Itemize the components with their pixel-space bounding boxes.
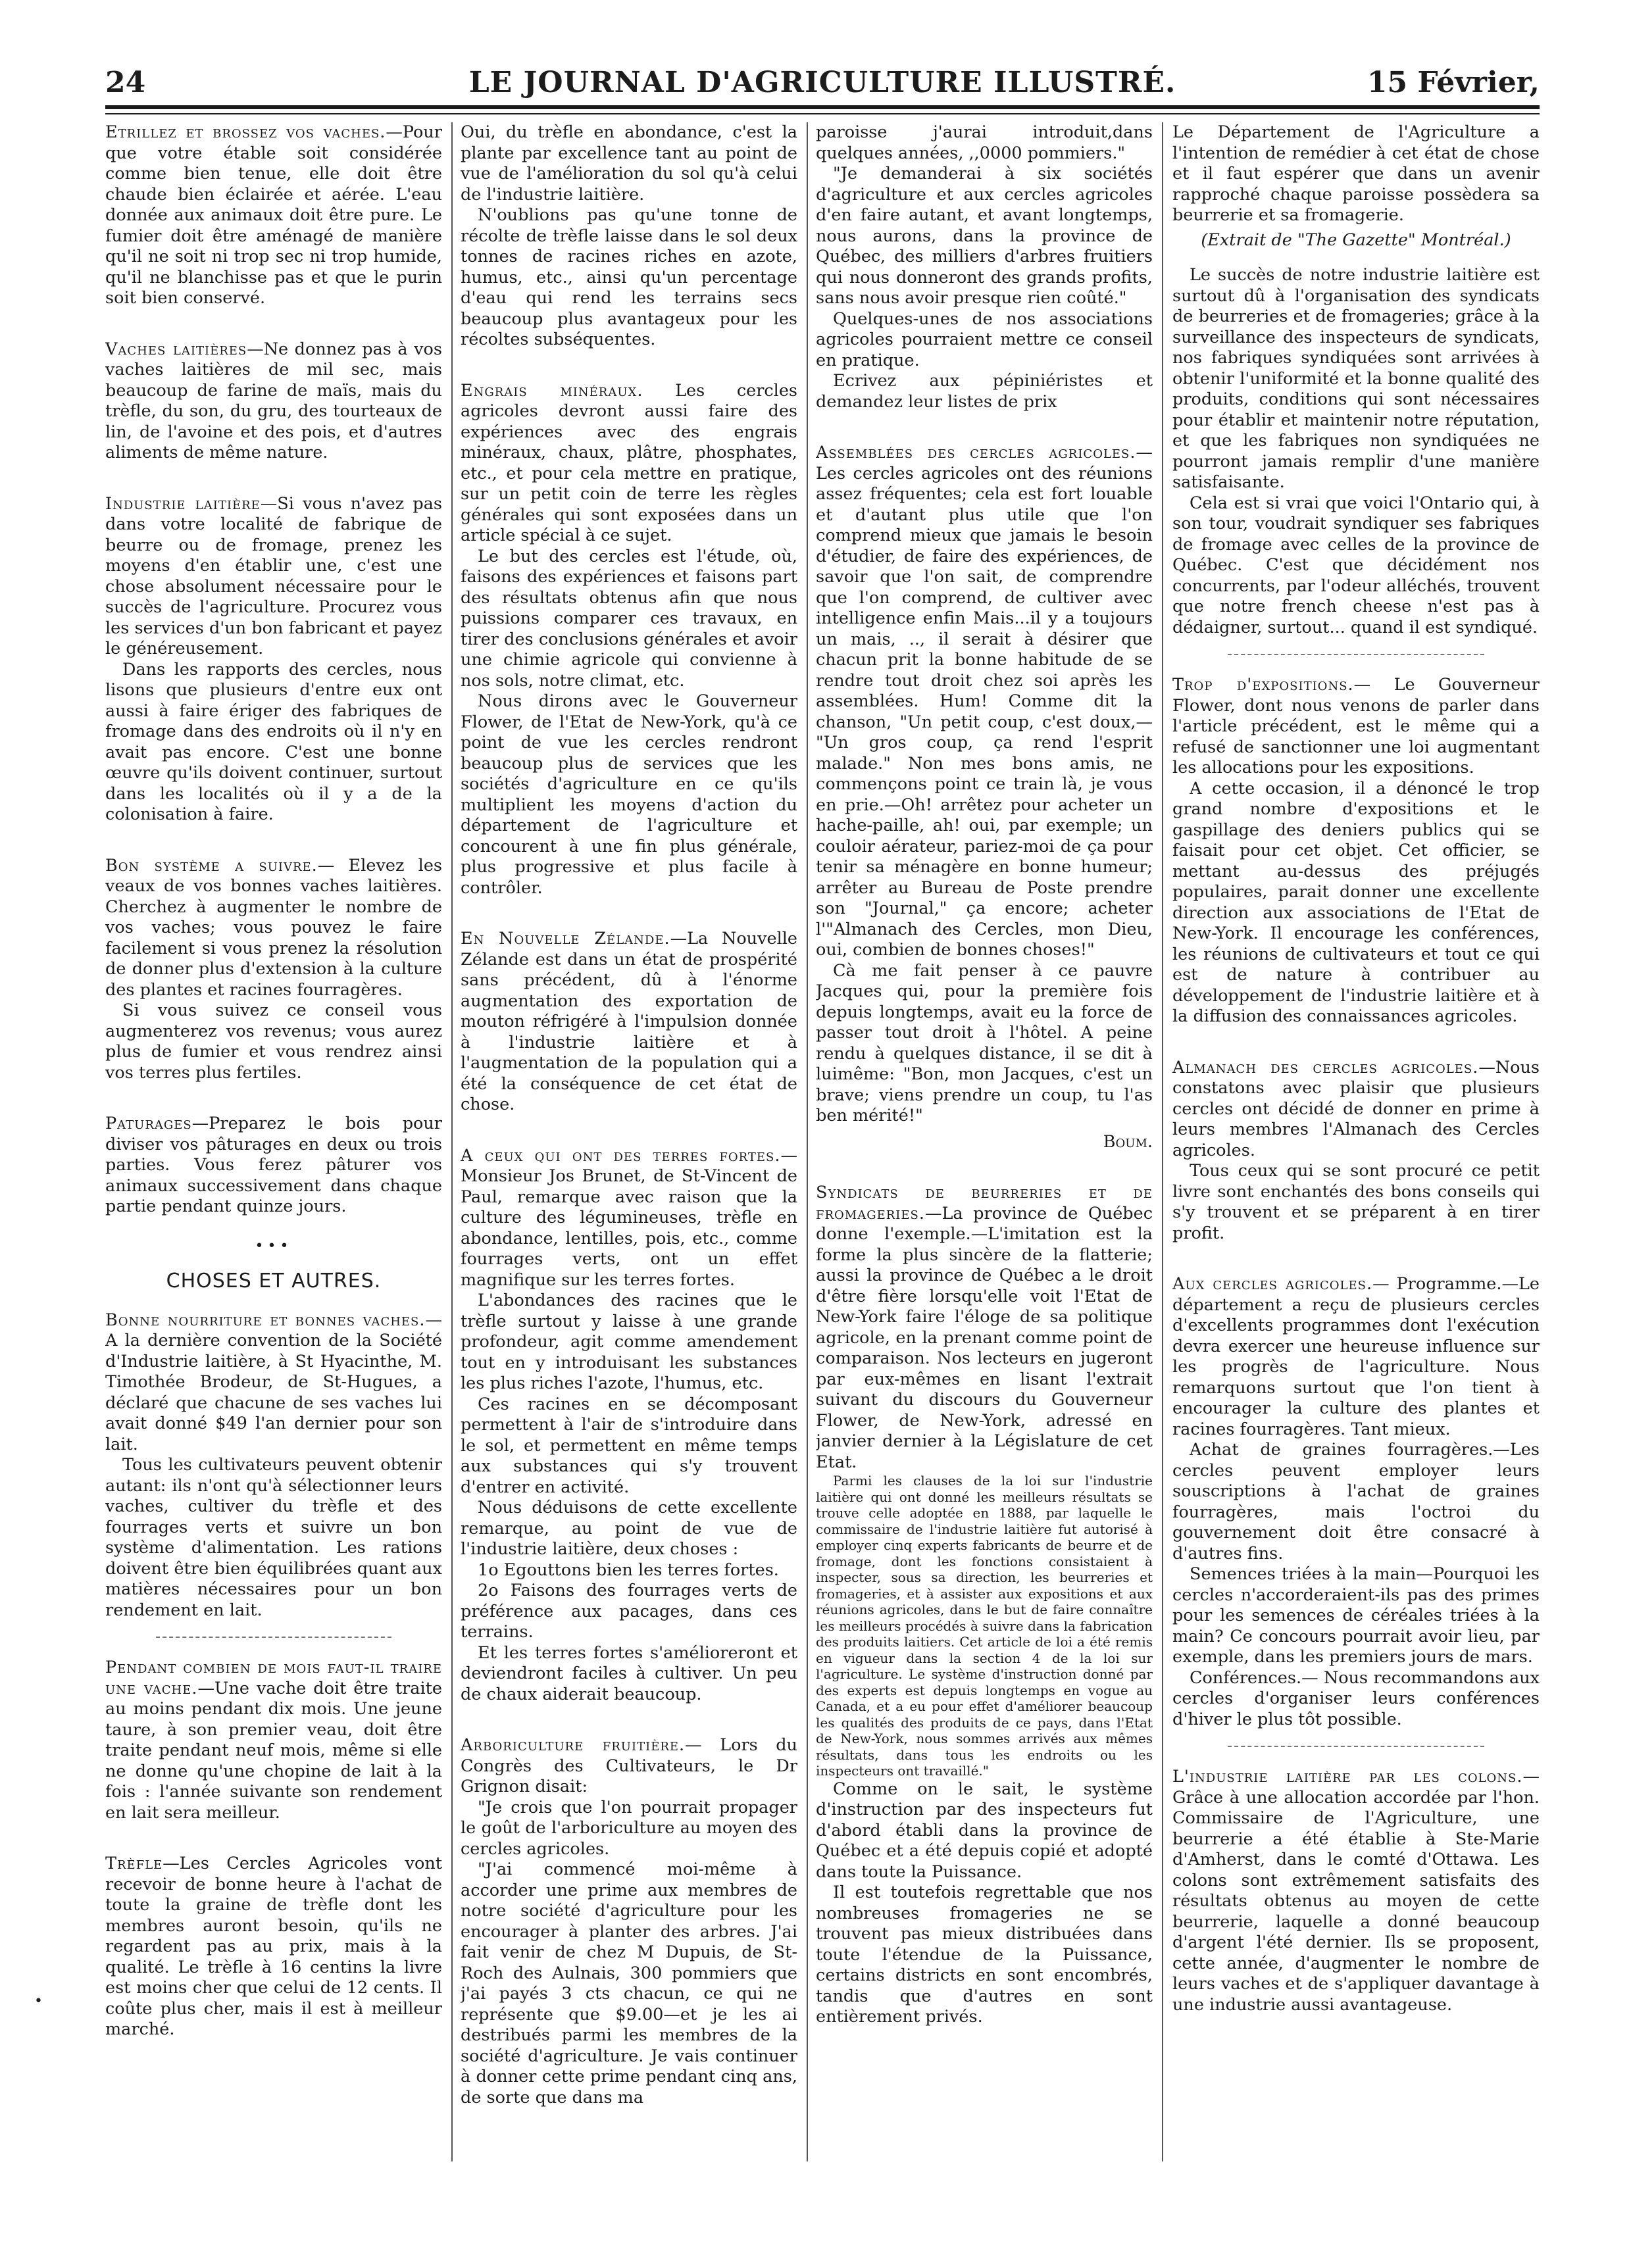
article-terres-fortes [461, 1146, 797, 1706]
article-paragraph: Nous dirons avec le Gouverneur Flower, de l'Etat de New-York, qu'à ce point de vue les cercles rendront beaucoup plus de services que les sociétés d'agriculture en ce qu'ils multiplient les moyens d'action du département de l'agriculture et concourent à une fin plus générale, plus progressive et plus facile à contrôler. [461, 691, 797, 898]
article-body: — Programme.—Le département a reçu de plusieurs cercles d'excellents programmes dont l'exécution devra exercer une heureuse influence sur les progrès de l'agriculture. Nous remarquons surtout que l'on tient à encourager la culture des plantes et racines fourragères. Tant mieux. [1172, 1274, 1540, 1439]
article-etrillez [105, 122, 442, 309]
article-trefle [105, 1854, 442, 2040]
article-paragraph: Nous déduisons de cette excellente remarque, au point de vue de l'industrie laitière, deux choses : [461, 1498, 797, 1559]
article-heading: En Nouvelle Zélande. [461, 929, 670, 949]
masthead [105, 62, 1540, 104]
article-heading: Paturages [105, 1114, 192, 1133]
article-paragraph: Cela est si vrai que voici l'Ontario qui, à son tour, voudrait syndiquer ses fabriques de fromage avec celles de la province de Québec. C'est que décidément nos concurrents, par l'odeur alléchés, trouvent que notre french cheese n'est pas à dédaigner, surtout... quand il est syndiqué. [1172, 493, 1540, 637]
article-heading: A ceux qui ont des terres fortes. [461, 1145, 781, 1166]
article-body: —Une vache doit être traite au moins pendant dix mois. Une jeune taure, à son premier veau, doit être traite pendant neuf mois, même si elle ne donne qu'une chopine de lait à la fois : l'année suivante son rendement en lait sera meilleur. [105, 1678, 442, 1823]
article-body: — Elevez les veaux de vos bonnes vaches laitières. Cherchez à augmenter le nombre de vos vaches; vous pouvez le faire facilement si vous prenez la résolution de donner plus d'extension à la culture des plantes et racines fourragères. [105, 855, 442, 1000]
article-body: —Pour que votre étable soit considérée comme bien tenue, elle doit être chaude bien éclairée et aérée. L'eau donnée aux animaux doit être pure. Le fumier doit être aménagé de manière qu'il ne soit ni trop sec ni trop humide, qu'il ne blanchisse pas et que le purin soit bien conservé. [105, 122, 442, 308]
article-paragraph: Ecrivez aux pépiniéristes et demandez leur listes de prix [816, 371, 1153, 412]
article-body: —La province de Québec donne l'exemple.—L'imitation est la forme la plus sincère de la flatterie; aussi la province de Québec a le droit d'être fière lorsqu'elle voit l'Etat de New-York faire l'éloge de sa politique agricole, en la prenant comme point de comparaison. Nos lecteurs en jugeront par eux-mêmes en lisant l'extrait suivant du discours du Gouverneur Flower, de New-York, adressé en janvier dernier à la Législature de cet Etat. [816, 1203, 1153, 1472]
article-paragraph: Quelques-unes de nos associations agricoles pourraient mettre ce conseil en pratique. [816, 308, 1153, 370]
article-engrais-mineraux [461, 381, 797, 899]
section-break [1228, 1746, 1485, 1747]
article-paragraph: Le succès de notre industrie laitière est surtout dû à l'organisation des syndicats de beurreries et de fromageries; grâce à la surveillance des inspecteurs de syndicats, nos fabriques syndiquées sont arrivées à obtenir l'uniformité et la bonne qualité des produits, conditions qui sont nécessaires pour établir et maintenir notre réputation, et que les fabriques non syndiquées ne pourront jamais remplir d'une manière satisfaisante. [1172, 265, 1540, 492]
ornament: ••• [255, 1237, 293, 1254]
article-heading: Aux cercles agricoles. [1172, 1274, 1373, 1294]
column-divider [1162, 122, 1163, 2161]
article-heading: Engrais minéraux. [461, 380, 643, 401]
journal-title: LE JOURNAL D'AGRICULTURE ILLUSTRÉ. [468, 66, 1176, 99]
header-rule-thin [105, 113, 1540, 114]
article-signature: Boum. [1103, 1131, 1153, 1152]
article-paragraph: "Je crois que l'on pourrait propager le goût de l'arboriculture au moyen des cercles agricoles. [461, 1797, 797, 1859]
article-paragraph: Ces racines en se décomposant permettent à l'air de s'introduire dans le sol, et permettent en même temps aux substances qui s'y trouvent d'entrer en activité. [461, 1394, 797, 1497]
article-paragraph: Semences triées à la main—Pourquoi les cercles n'accorderaient-ils pas des primes pour les semences de céréales triées à la main? Ce concours pourrait avoir lieu, par exemple, dans les premiers jours de mars. [1172, 1564, 1540, 1667]
article-pendant-combien [105, 1658, 442, 1823]
article-assemblees [816, 443, 1153, 1152]
article-body: —Nous constatons avec plaisir que plusieurs cercles ont décidé de donner en prime à leurs membres l'Almanach des Cercles agricoles. [1172, 1057, 1540, 1160]
article-heading: Trop d'expositions. [1172, 675, 1354, 695]
article-industrie-colons [1172, 1767, 1540, 2015]
article-heading: Industrie laitière [105, 493, 261, 514]
column-2 [461, 122, 797, 2161]
article-paragraph: Le but des cercles est l'étude, où, faisons des expériences et faisons part des résultats obtenus afin que nous puissions comparer ces travaux, en tirer des conclusions générales et avoir une chimie agricole qui convienne à nos sols, notre climat, etc. [461, 546, 797, 691]
article-body: —Les cercles agricoles ont des réunions assez fréquentes; cela est fort louable et d'autant plus utile que l'on comprend mieux que jamais le besoin d'étudier, de faire des expériences, de savoir que l'on sait, de comprendre que l'on comprend, de cultiver avec intelligence enfin Mais...il y a toujours un mais, .., il serait à désirer que chacun prit la bonne habitude de se rendre tout droit chez soi après les assemblées. Hum! Comme dit la chanson, "Un petit coup, c'est doux,— "Un gros coup, ça rend l'esprit malade." Non mes bons amis, ne commençons point ce train là, je vous en prie.—Oh! arrêtez pour acheter un hache-paille, ah! oui, par exemple; un couloir aérateur, pariez-moi de ça pour tenir sa ménagère en bonne humeur; arrêter au Bureau de Poste prendre son "Journal," ça encore; acheter l'"Almanach des Cercles, mon Dieu, oui, combien de bonnes choses!" [816, 443, 1153, 960]
article-heading: Vaches laitières [105, 339, 247, 359]
article-paragraph: Tous les cultivateurs peuvent obtenir autant: ils n'ont qu'à sélectionner leurs vaches, cultiver du trèfle et des fourrages verts et suivre un bon système d'alimentation. Les rations doivent être bien équilibrées quant aux matières nécessaires pour un bon rendement en lait. [105, 1455, 442, 1620]
article-paragraph: Conférences.— Nous recommandons aux cercles d'organiser leurs conférences d'hiver le plus tôt possible. [1172, 1667, 1540, 1729]
article-paragraph: Achat de graines fourragères.—Les cercles peuvent employer leurs souscriptions à l'achat de graines fourragères, mais l'octroi du gouvernement doit être consacré à d'autres fins. [1172, 1440, 1540, 1564]
article-body: — Le Gouverneur Flower, dont nous venons de parler dans l'article précédent, est le même qui a refusé de sanctionner une loi augmentant les allocations pour les expositions. [1172, 675, 1540, 777]
article-departement [1172, 122, 1540, 638]
article-heading: Pendant combien de mois faut-il traire une vache. [105, 1658, 442, 1698]
article-body: —Preparez le bois pour diviser vos pâturages en deux ou trois parties. Vous ferez pâturer vos animaux successivement dans chaque partie pendant quinze jours. [105, 1114, 442, 1216]
article-syndicats [816, 1183, 1153, 2028]
article-vaches-laitieres [105, 339, 442, 464]
column-divider [451, 122, 453, 2161]
article-heading: Arboriculture fruitière. [461, 1735, 686, 1755]
article-paragraph: L'abondances des racines que le trèfle surtout y laisse à une grande profondeur, agit comme amendement tout en y introduisant les substances les plus riches l'azote, l'humus, etc. [461, 1291, 797, 1393]
page-number: 24 [105, 66, 146, 99]
article-heading: Trèfle [105, 1854, 163, 1873]
article-body: —Ne donnez pas à vos vaches laitières de mil sec, mais beaucoup de farine de maïs, mais du trèfle, du son, du gru, des tourteaux de lin, de l'avoine et des pois, et d'autres aliments de même nature. [105, 339, 442, 462]
article-heading: Syndicats de beurreries et de fromageries. [816, 1183, 1153, 1223]
article-body: Le Département de l'Agriculture a l'intention de remédier à cet état de chose et il faut espérer que dans un avenir rapproché chaque paroisse possèdera sa beurrerie et sa fromagerie. [1172, 122, 1540, 225]
margin-mark: • [34, 1993, 43, 2009]
article-trop-expositions [1172, 675, 1540, 1027]
article-aux-cercles [1172, 1274, 1540, 1730]
article-quoted-extract: Parmi les clauses de la loi sur l'industrie laitière qui ont donné les meilleurs résultats se trouve celle adoptée en 1888, par laquelle le commissaire de l'industrie laitière fut autorisé à employer cinq experts fabricants de beurre et de fromage, dont les fonctions consistaient à inspecter, sous sa direction, les beurreries et fromageries, et à assister aux expositions et aux réunions agricoles, dans le but de faire connaître les meilleurs procédés à suivre dans la fabrication des produits laitiers. Cet article de loi a été remis en vigueur dans la section 4 de la loi sur l'agriculture. Le système d'instruction donné par des experts est depuis longtemps en vogue au Canada, et a eu pour effet d'améliorer beaucoup les qualités des produits de ce pays, dans l'Etat de New-York, nous sommes arrivés aux mêmes résultats, dans tous les endroits ou les inspecteurs ont travaillé." [816, 1473, 1153, 1779]
article-heading: Assemblées des cercles agricoles. [816, 443, 1136, 462]
article-oui-trefle [461, 122, 797, 351]
article-heading: Etrillez et brossez vos vaches. [105, 122, 386, 142]
column-1 [105, 122, 442, 2161]
issue-date: 15 Février, [1367, 66, 1540, 99]
article-paragraph: Si vous suivez ce conseil vous augmenterez vos revenus; vous aurez plus de fumier et vous rendrez ainsi vos terres plus fertiles. [105, 1000, 442, 1083]
article-bonne-nourriture [105, 1310, 442, 1621]
article-paragraph: "Je demanderai à six sociétés d'agriculture et aux cercles agricoles d'en faire autant, et avant longtemps, nous aurons, dans la province de Québec, des milliers d'arbres fruitiers qui nous donneront des grands profits, sans nous avoir presque rien coûté." [816, 164, 1153, 308]
article-body: paroisse j'aurai introduit,dans quelques années, ,,0000 pommiers." [816, 122, 1153, 163]
source-attribution: (Extrait de "The Gazette" Montréal.) [1201, 230, 1511, 250]
article-paragraph: "J'ai commencé moi-même à accorder une prime aux membres de notre société d'agriculture pour les encourager à planter des arbres. J'ai fait venir de chez M Dupuis, de St-Roch des Aulnais, 300 pommiers que j'ai payés 3 cts chacun, ce qui ne représente que $9.00—et je les ai destribués parmi les membres de la société d'agriculture. Je vais continuer à donner cette prime pendant cinq ans, de sorte que dans ma [461, 1860, 797, 2108]
article-paragraph: Cà me fait penser à ce pauvre Jacques qui, pour la première fois depuis longtemps, avait eu la force de passer tout droit à l'hôtel. A peine rendu à quelques distance, il se dit à luimême: "Bon, mon Jacques, c'est un brave; viens prendre un coup, tu l'as ben mérité!" [816, 960, 1153, 1125]
article-heading: L'industrie laitière par les colons. [1172, 1767, 1523, 1787]
column-4 [1172, 122, 1540, 2161]
article-body: —A la dernière convention de la Société d'Industrie laitière, à St Hyacinthe, M. Timothée Brodeur, de St-Hugues, a déclaré que chacune de ses vaches lui avait donné $49 l'an dernier pour son lait. [105, 1310, 442, 1454]
article-heading: Bonne nourriture et bonnes vaches. [105, 1310, 426, 1330]
header-rule-thick [105, 105, 1540, 109]
article-paragraph: Il est toutefois regrettable que nos nombreuses fromageries ne se trouvent pas mieux distribuées dans toute l'étendue de la Puissance, certains districts en sont encombrés, tandis que d'autres en sont entièrement privés. [816, 1883, 1153, 2027]
article-paragraph: 1o Egouttons bien les terres fortes. [478, 1560, 779, 1580]
article-almanach [1172, 1058, 1540, 1245]
article-paragraph: Comme on le sait, le système d'instruction par des inspecteurs fut d'abord établi dans la province de Québec et a été depuis copié et adopté dans toute la Puissance. [816, 1779, 1153, 1882]
article-body: —Monsieur Jos Brunet, de St-Vincent de Paul, remarque avec raison que la culture des légumineuses, trèfle en abondance, lentilles, pois, etc., comme fourrages verts, ont un effet magnifique sur les terres fortes. [461, 1145, 797, 1290]
article-nouvelle-zelande [461, 929, 797, 1116]
article-heading: Bon système a suivre. [105, 855, 318, 875]
article-paragraph: Tous ceux qui se sont procuré ce petit livre sont enchantés des bons conseils qui s'y trouvent et se préparent à en tirer profit. [1172, 1161, 1540, 1243]
section-break [156, 1637, 391, 1638]
article-industrie-laitiere [105, 494, 442, 826]
article-paragraph: A cette occasion, il a dénoncé le trop grand nombre d'expositions et le gaspillage des deniers publics qui se faisait pour cet objet. Cet officier, se mettant au-dessus des préjugés populaires, parait donner une excellente direction aux associations de l'Etat de New-York. Il encourage les conférences, les réunions de cultivateurs et tout ce qui est de nature à contribuer au développement de l'industrie laitière et à la diffusion des connaissances agricoles. [1172, 778, 1540, 1026]
section-break [1228, 654, 1485, 655]
article-arboriculture-continued [816, 122, 1153, 412]
article-paturages [105, 1114, 442, 1218]
article-arboriculture [461, 1735, 797, 2108]
article-body: —Les Cercles Agricoles vont recevoir de bonne heure à l'achat de toute la graine de trèfle dont les membres auront besoin, qu'ils ne regardent pas au prix, mais à la qualité. Le trèfle à 16 centins la livre est moins cher que celui de 12 cents. Il coûte plus cher, mais il est à meilleur marché. [105, 1854, 442, 2039]
article-paragraph: Dans les rapports des cercles, nous lisons que plusieurs d'entre eux ont aussi à faire ériger des fabriques de fromage dans des endroits où il n'y en avait pas encore. C'est une bonne œuvre qu'ils doivent continuer, surtout dans les localités où il y a de la colonisation à faire. [105, 659, 442, 824]
article-body: —Grâce à une allocation accordée par l'hon. Commissaire de l'Agriculture, une beurrerie a été établie à Ste-Marie d'Amherst, dans le comté d'Ottawa. Les colons sont extrêmement satisfaits des résultats obtenus au moyen de cette beurrerie, laquelle a donné beaucoup d'argent l'été dernier. Ils se proposent, cette année, d'augmenter le nombre de leurs vaches et de s'appliquer davantage à une industrie aussi avantageuse. [1172, 1767, 1540, 2015]
article-heading: Almanach des cercles agricoles. [1172, 1057, 1479, 1077]
column-3 [816, 122, 1153, 2161]
article-paragraph: Et les terres fortes s'amélioreront et deviendront faciles à cultiver. Un peu de chaux aiderait beaucoup. [461, 1642, 797, 1704]
article-paragraph: N'oublions pas qu'une tonne de récolte de trèfle laisse dans le sol deux tonnes de racines riches en azote, humus, etc., ainsi qu'un percentage d'eau qui rend les terrains secs beaucoup plus avantageux pour les récoltes subséquentes. [461, 205, 797, 349]
column-divider [807, 122, 808, 2161]
article-paragraph: 2o Faisons des fourrages verts de préférence aux pacages, dans ces terrains. [461, 1581, 797, 1642]
article-body: —Si vous n'avez pas dans votre localité de fabrique de beurre ou de fromage, prenez les moyens d'en établir une, c'est une chose absolument nécessaire pour le succès de l'agriculture. Procurez vous les services d'un bon fabricant et payez le généreusement. [105, 493, 442, 658]
article-body: Les cercles agricoles devront aussi faire des expériences avec des engrais minéraux, chaux, plâtre, phosphates, etc., et pour cela mettre en pratique, sur un petit coin de terre les règles générales qui sont exposées dans un article spécial à ce sujet. [461, 380, 797, 545]
article-body: — Lors du Congrès des Cultivateurs, le Dr Grignon disait: [461, 1735, 797, 1796]
article-body: Oui, du trèfle en abondance, c'est la plante par excellence tant au point de vue de l'amélioration du sol qu'à celui de l'industrie laitière. [461, 122, 797, 205]
article-body: —La Nouvelle Zélande est dans un état de prospérité sans précédent, dû à l'énorme augmentation des exportation de mouton réfrigéré à l'impulsion donnée à l'industrie laitière et à l'augmentation de la population qui a été la conséquence de cet état de chose. [461, 929, 797, 1114]
section-title-choses-et-autres: CHOSES ET AUTRES. [166, 1270, 382, 1293]
article-bon-systeme [105, 856, 442, 1084]
